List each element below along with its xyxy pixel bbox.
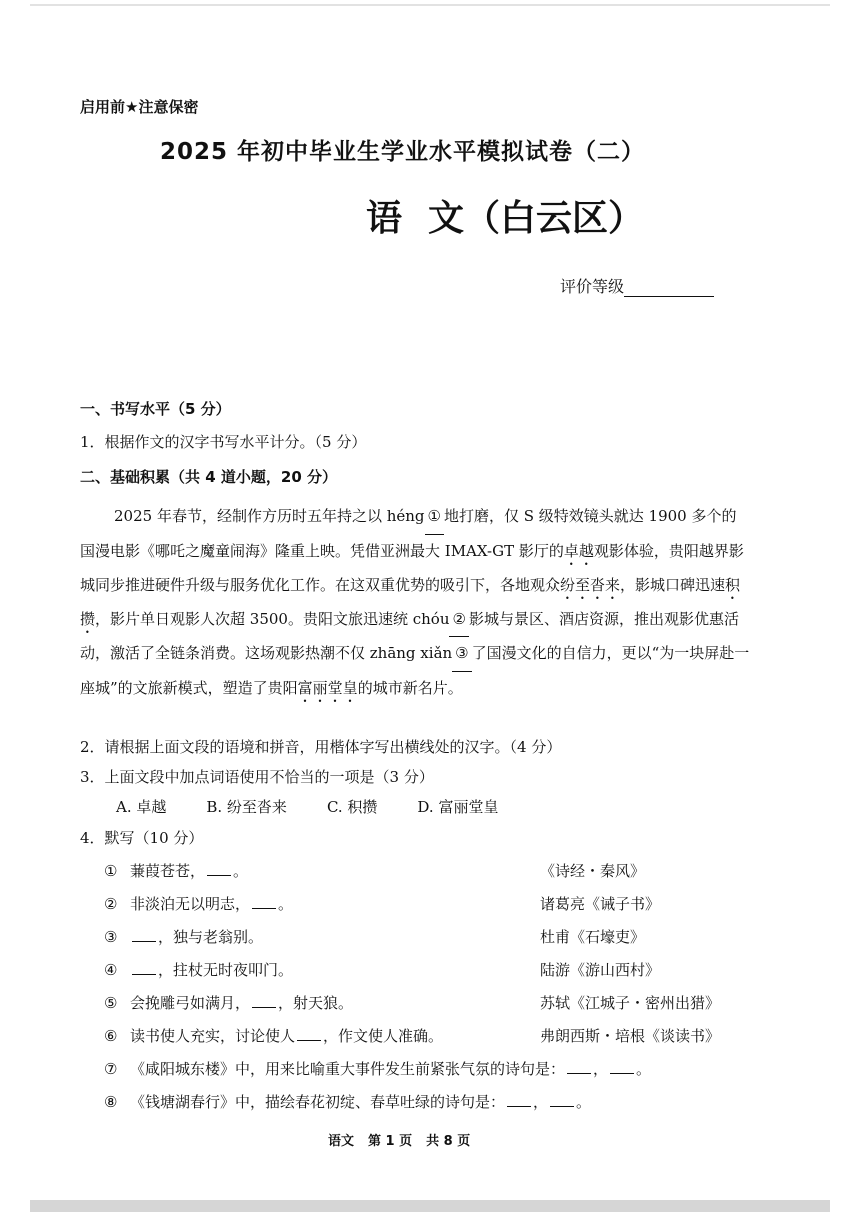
grade-blank: [624, 280, 714, 297]
answer-blank: [252, 993, 276, 1008]
dotted-word-4: 富丽堂皇: [297, 678, 358, 697]
blank-2: ②: [449, 603, 468, 638]
bottom-border: [30, 1200, 830, 1212]
question-4: 4．默写（10 分）: [80, 829, 204, 847]
option-b: B. 纷至沓来: [206, 798, 287, 816]
subject-char-b: 文: [428, 198, 465, 239]
subject-char-a: 语: [366, 198, 403, 239]
poem-source: 杜甫《石壕吏》: [540, 928, 646, 946]
subject-region: （白云区）: [464, 198, 645, 239]
answer-blank: [132, 960, 156, 975]
confidential-note: 启用前★注意保密: [80, 98, 199, 116]
poem-line-4: ④ ，拄杖无时夜叩门。 陆游《游山西村》: [104, 961, 661, 979]
dotted-word-2: 纷至沓来: [560, 575, 621, 594]
poem-source: 陆游《游山西村》: [540, 961, 661, 979]
dotted-word-3: 积攒: [80, 575, 741, 628]
poem-line-2: ② 非淡泊无以明志， 。 诸葛亮《诫子书》: [104, 895, 661, 913]
subject-title: [366, 190, 644, 241]
footer-page: 第 1 页: [368, 1134, 413, 1149]
top-border: [30, 4, 830, 6]
answer-blank: [507, 1092, 531, 1107]
poem-source: 苏轼《江城子・密州出猎》: [540, 994, 721, 1012]
section1-title: 一、书写水平（5 分）: [80, 400, 231, 418]
answer-blank: [297, 1026, 321, 1041]
poem-line-8: ⑧ 《钱塘湖春行》中，描绘春花初绽、春草吐绿的诗句是： ， 。: [104, 1093, 592, 1111]
poem-source: 弗朗西斯・培根《谈读书》: [540, 1027, 721, 1045]
exam-title: 2025 年初中毕业生学业水平模拟试卷（二）: [160, 139, 646, 165]
grade-field: [560, 274, 714, 297]
footer-subject: 语文: [328, 1134, 355, 1149]
poem-source: 《诗经・秦风》: [540, 862, 646, 880]
option-c: C. 积攒: [326, 798, 378, 816]
passage: 2025 年春节，经制作方历时五年持之以 héng ① 地打磨，仅 S 级特效镜头就达 1900 多个的国漫电影《哪吒之魔童闹海》隆重上映。凭借亚洲最大 IMAX-GT 影厅的卓越观影体验，贵阳越界影城同步推进硬件升级与服务优化工作。在这双重优势的吸引下，各地观众纷至沓来，影城口碑迅速积攒，影片单日观影人次超 3500。贵阳文旅迅速统 chóu ② 影城与景区、酒店资源，推出观影优惠活动，激活了全链条消费。这场观影热潮不仅 zhāng xiǎn ③ 了国漫文化的自信力，更以“为一块屏赴一座城”的文旅新模式，塑造了贵阳富丽堂皇的城市新名片。: [80, 500, 750, 706]
options-row: [116, 796, 538, 817]
answer-blank: [252, 894, 276, 909]
poem-line-7: ⑦ 《咸阳城东楼》中，用来比喻重大事件发生前紧张气氛的诗句是： ， 。: [104, 1060, 652, 1078]
blank-1: ①: [425, 500, 444, 535]
answer-blank: [610, 1059, 634, 1074]
question-3: 3．上面文段中加点词语使用不恰当的一项是（3 分）: [80, 768, 434, 786]
footer-total: 共 8 页: [426, 1134, 471, 1149]
blank-3: ③: [452, 637, 471, 672]
option-d: D. 富丽堂皇: [417, 798, 499, 816]
poem-source: 诸葛亮《诫子书》: [540, 895, 661, 913]
poem-line-5: ⑤ 会挽雕弓如满月， ，射天狼。 苏轼《江城子・密州出猎》: [104, 994, 721, 1012]
option-a: A. 卓越: [116, 798, 167, 816]
answer-blank: [550, 1092, 574, 1107]
page-footer: [328, 1130, 484, 1149]
grade-label: 评价等级: [560, 277, 625, 296]
poem-line-6: ⑥ 读书使人充实，讨论使人 ，作文使人准确。 弗朗西斯・培根《谈读书》: [104, 1027, 721, 1045]
section2-title: 二、基础积累（共 4 道小题，20 分）: [80, 468, 337, 486]
answer-blank: [207, 861, 231, 876]
dotted-word-1: 卓越: [563, 541, 594, 560]
answer-blank: [567, 1059, 591, 1074]
question-2: 2．请根据上面文段的语境和拼音，用楷体字写出横线处的汉字。（4 分）: [80, 738, 562, 756]
poem-line-1: ① 蒹葭苍苍， 。 《诗经・秦风》: [104, 862, 646, 880]
poem-line-3: ③ ，独与老翁别。 杜甫《石壕吏》: [104, 928, 646, 946]
question-1: 1．根据作文的汉字书写水平计分。（5 分）: [80, 433, 367, 451]
answer-blank: [132, 927, 156, 942]
